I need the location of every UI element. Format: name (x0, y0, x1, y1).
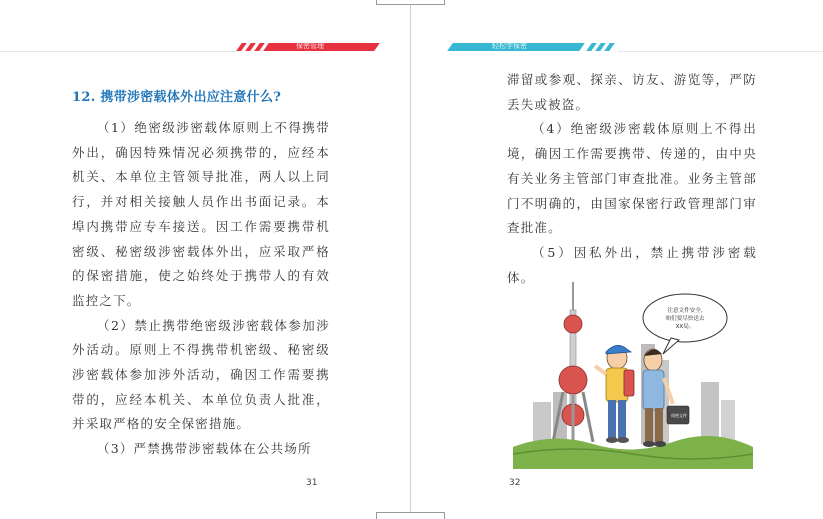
paragraph: （1）绝密级涉密载体原则上不得携带外出，确因特殊情况必须携带的，应经本机关、本单位主管领导批准，两人以上同行，并对相关接触人员作出书面记录。本埠内携带应专车接送。因工作需要携带机密级、秘密级涉密载体外出，应采取严格的保密措施，使之始终处于携带人的有效监控之下。 (72, 120, 330, 308)
briefcase-label: 保密文件 (671, 413, 687, 418)
bubble-line: 咱们要尽快送去 (665, 316, 705, 322)
section-heading: 12. 携带涉密载体外出应注意什么? (72, 90, 282, 105)
courier-with-cap (595, 345, 634, 443)
page-gutter (410, 0, 411, 516)
page-number-right: 32 (509, 478, 521, 488)
paragraph: 滞留或参观、探亲、访友、游览等，严防丢失或被盗。 (507, 72, 757, 112)
illustration-tv-tower-couriers (513, 282, 753, 469)
right-header-banner (448, 43, 618, 51)
grass-ground (513, 436, 753, 469)
page-number-left: 31 (306, 478, 318, 488)
binding-tab-top (376, 0, 445, 5)
bubble-line: XX局。 (675, 324, 695, 330)
right-page-body (507, 68, 757, 290)
left-header-label: 保密管理 (296, 42, 324, 50)
tv-tower (553, 282, 593, 442)
paragraph: （2）禁止携带绝密级涉密载体参加涉外活动。原则上不得携带机密级、秘密级涉密载体参加涉外活动，确因工作需要携带的，应经本机关、本单位负责人批准，并采取严格的安全保密措施。 (72, 317, 330, 432)
header-rule-right (618, 51, 823, 52)
paragraph: （5）因私外出，禁止携带涉密载体。 (507, 244, 757, 285)
right-header-label: 轻松学保密 (492, 42, 527, 50)
banner-stripe (604, 43, 615, 51)
speech-bubble (643, 294, 727, 354)
header-rule-left (0, 51, 236, 52)
bubble-line: 注意文件安全, (667, 308, 703, 314)
left-page-body (72, 116, 330, 462)
left-header-banner (236, 43, 377, 51)
paragraph: （3）严禁携带涉密载体在公共场所 (97, 441, 312, 457)
paragraph: （4）绝密级涉密载体原则上不得出境，确因工作需要携带、传递的，由中央有关业务主管部门审查批准。业务主管部门不明确的，由国家保密行政管理部门审查批准。 (507, 121, 757, 236)
